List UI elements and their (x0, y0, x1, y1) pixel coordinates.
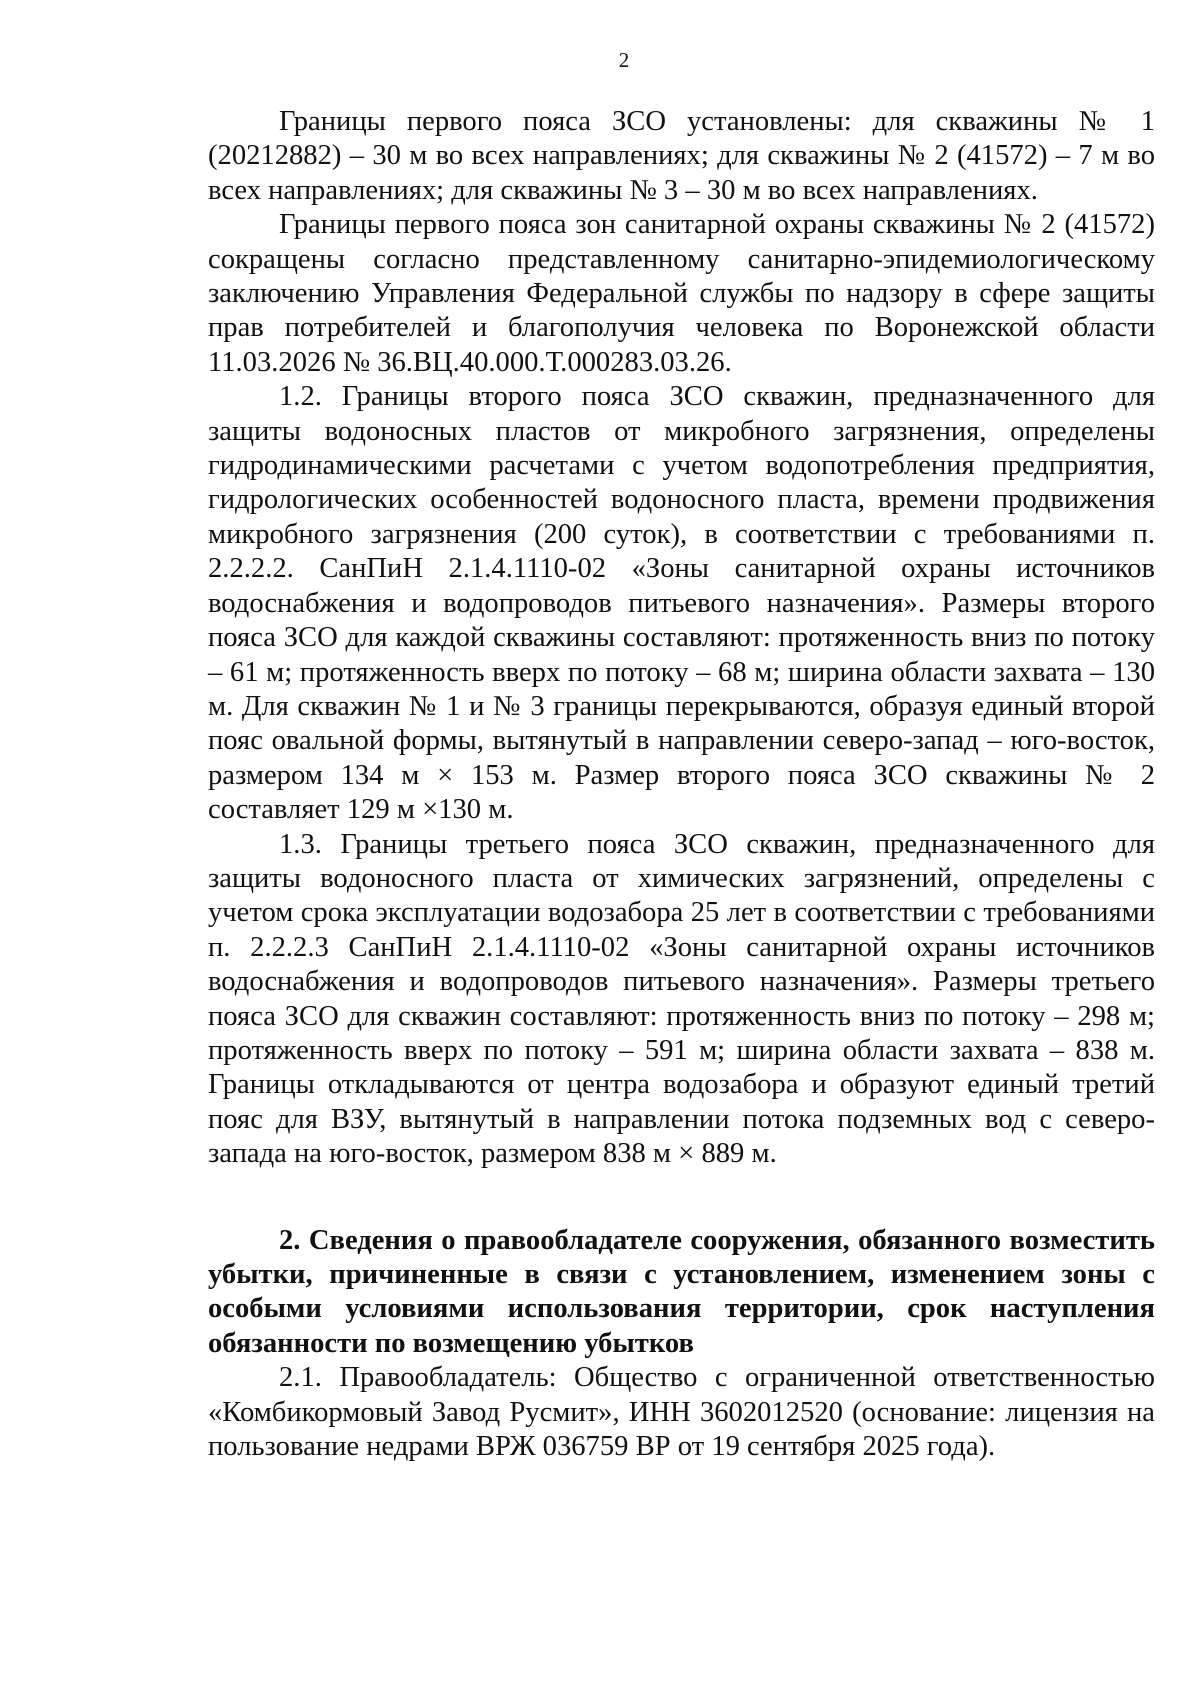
document-body (208, 105, 1155, 1464)
paragraph-rights-holder: 2.1. Правообладатель: Общество с ограниченной ответственностью «Комбикормовый Завод Русмит», ИНН 3602012520 (основание: лицензия на пользование недрами ВРЖ 036759 ВР от 19 сентября 2025 года). (208, 1362, 1155, 1463)
page-number: 2 (618, 48, 630, 72)
paragraph-third-zone: 1.3. Границы третьего пояса ЗСО скважин, предназначенного для защиты водоносного пласта от химических загрязнений, определены с учетом срока эксплуатации водозабора 25 лет в соответствии с требованиями п. 2.2.2.3 СанПиН 2.1.4.1110-02 «Зоны санитарной охраны источников водоснабжения и водопроводов питьевого назначения». Размеры третьего пояса ЗСО для скважин составляют: протяженность вниз по потоку – 298 м; протяженность вверх по потоку – 591 м; ширина области захвата – 838 м. Границы откладываются от центра водозабора и образуют единый третий пояс для ВЗУ, вытянутый в направлении потока подземных вод с северо-запада на юго-восток, размером 838 м × 889 м. (208, 828, 1155, 1170)
section-heading-rights-holder: 2. Сведения о правообладателе сооружения, обязанного возместить убытки, причиненные в связи с установлением, изменением зоны с особыми условиями использования территории, срок наступления обязанности по возмещению убытков (208, 1224, 1155, 1359)
paragraph-first-zone-reduction: Границы первого пояса зон санитарной охраны скважины № 2 (41572) сокращены согласно представленному санитарно-эпидемиологическому заключению Управления Федеральной службы по надзору в сфере защиты прав потребителей и благополучия человека по Воронежской области 11.03.2026 № 36.ВЦ.40.000.Т.000283.03.26. (208, 209, 1155, 378)
paragraph-first-zone-boundaries: Границы первого пояса ЗСО установлены: для скважины № 1 (20212882) – 30 м во всех направлениях; для скважины № 2 (41572) – 7 м во всех направлениях; для скважины № 3 – 30 м во всех направлениях. (208, 106, 1155, 206)
paragraph-second-zone: 1.2. Границы второго пояса ЗСО скважин, предназначенного для защиты водоносных пластов от микробного загрязнения, определены гидродинамическими расчетами с учетом водопотребления предприятия, гидрологических особенностей водоносного пласта, времени продвижения микробного загрязнения (200 суток), в соответствии с требованиями п. 2.2.2.2. СанПиН 2.1.4.1110-02 «Зоны санитарной охраны источников водоснабжения и водопроводов питьевого назначения». Размеры второго пояса ЗСО для каждой скважины составляют: протяженность вниз по потоку – 61 м; протяженность вверх по потоку – 68 м; ширина области захвата – 130 м. Для скважин № 1 и № 3 границы перекрываются, образуя единый второй пояс овальной формы, вытянутый в направлении северо-запад – юго-восток, размером 134 м × 153 м. Размер второго пояса ЗСО скважины № 2 составляет 129 м ×130 м. (208, 381, 1155, 826)
